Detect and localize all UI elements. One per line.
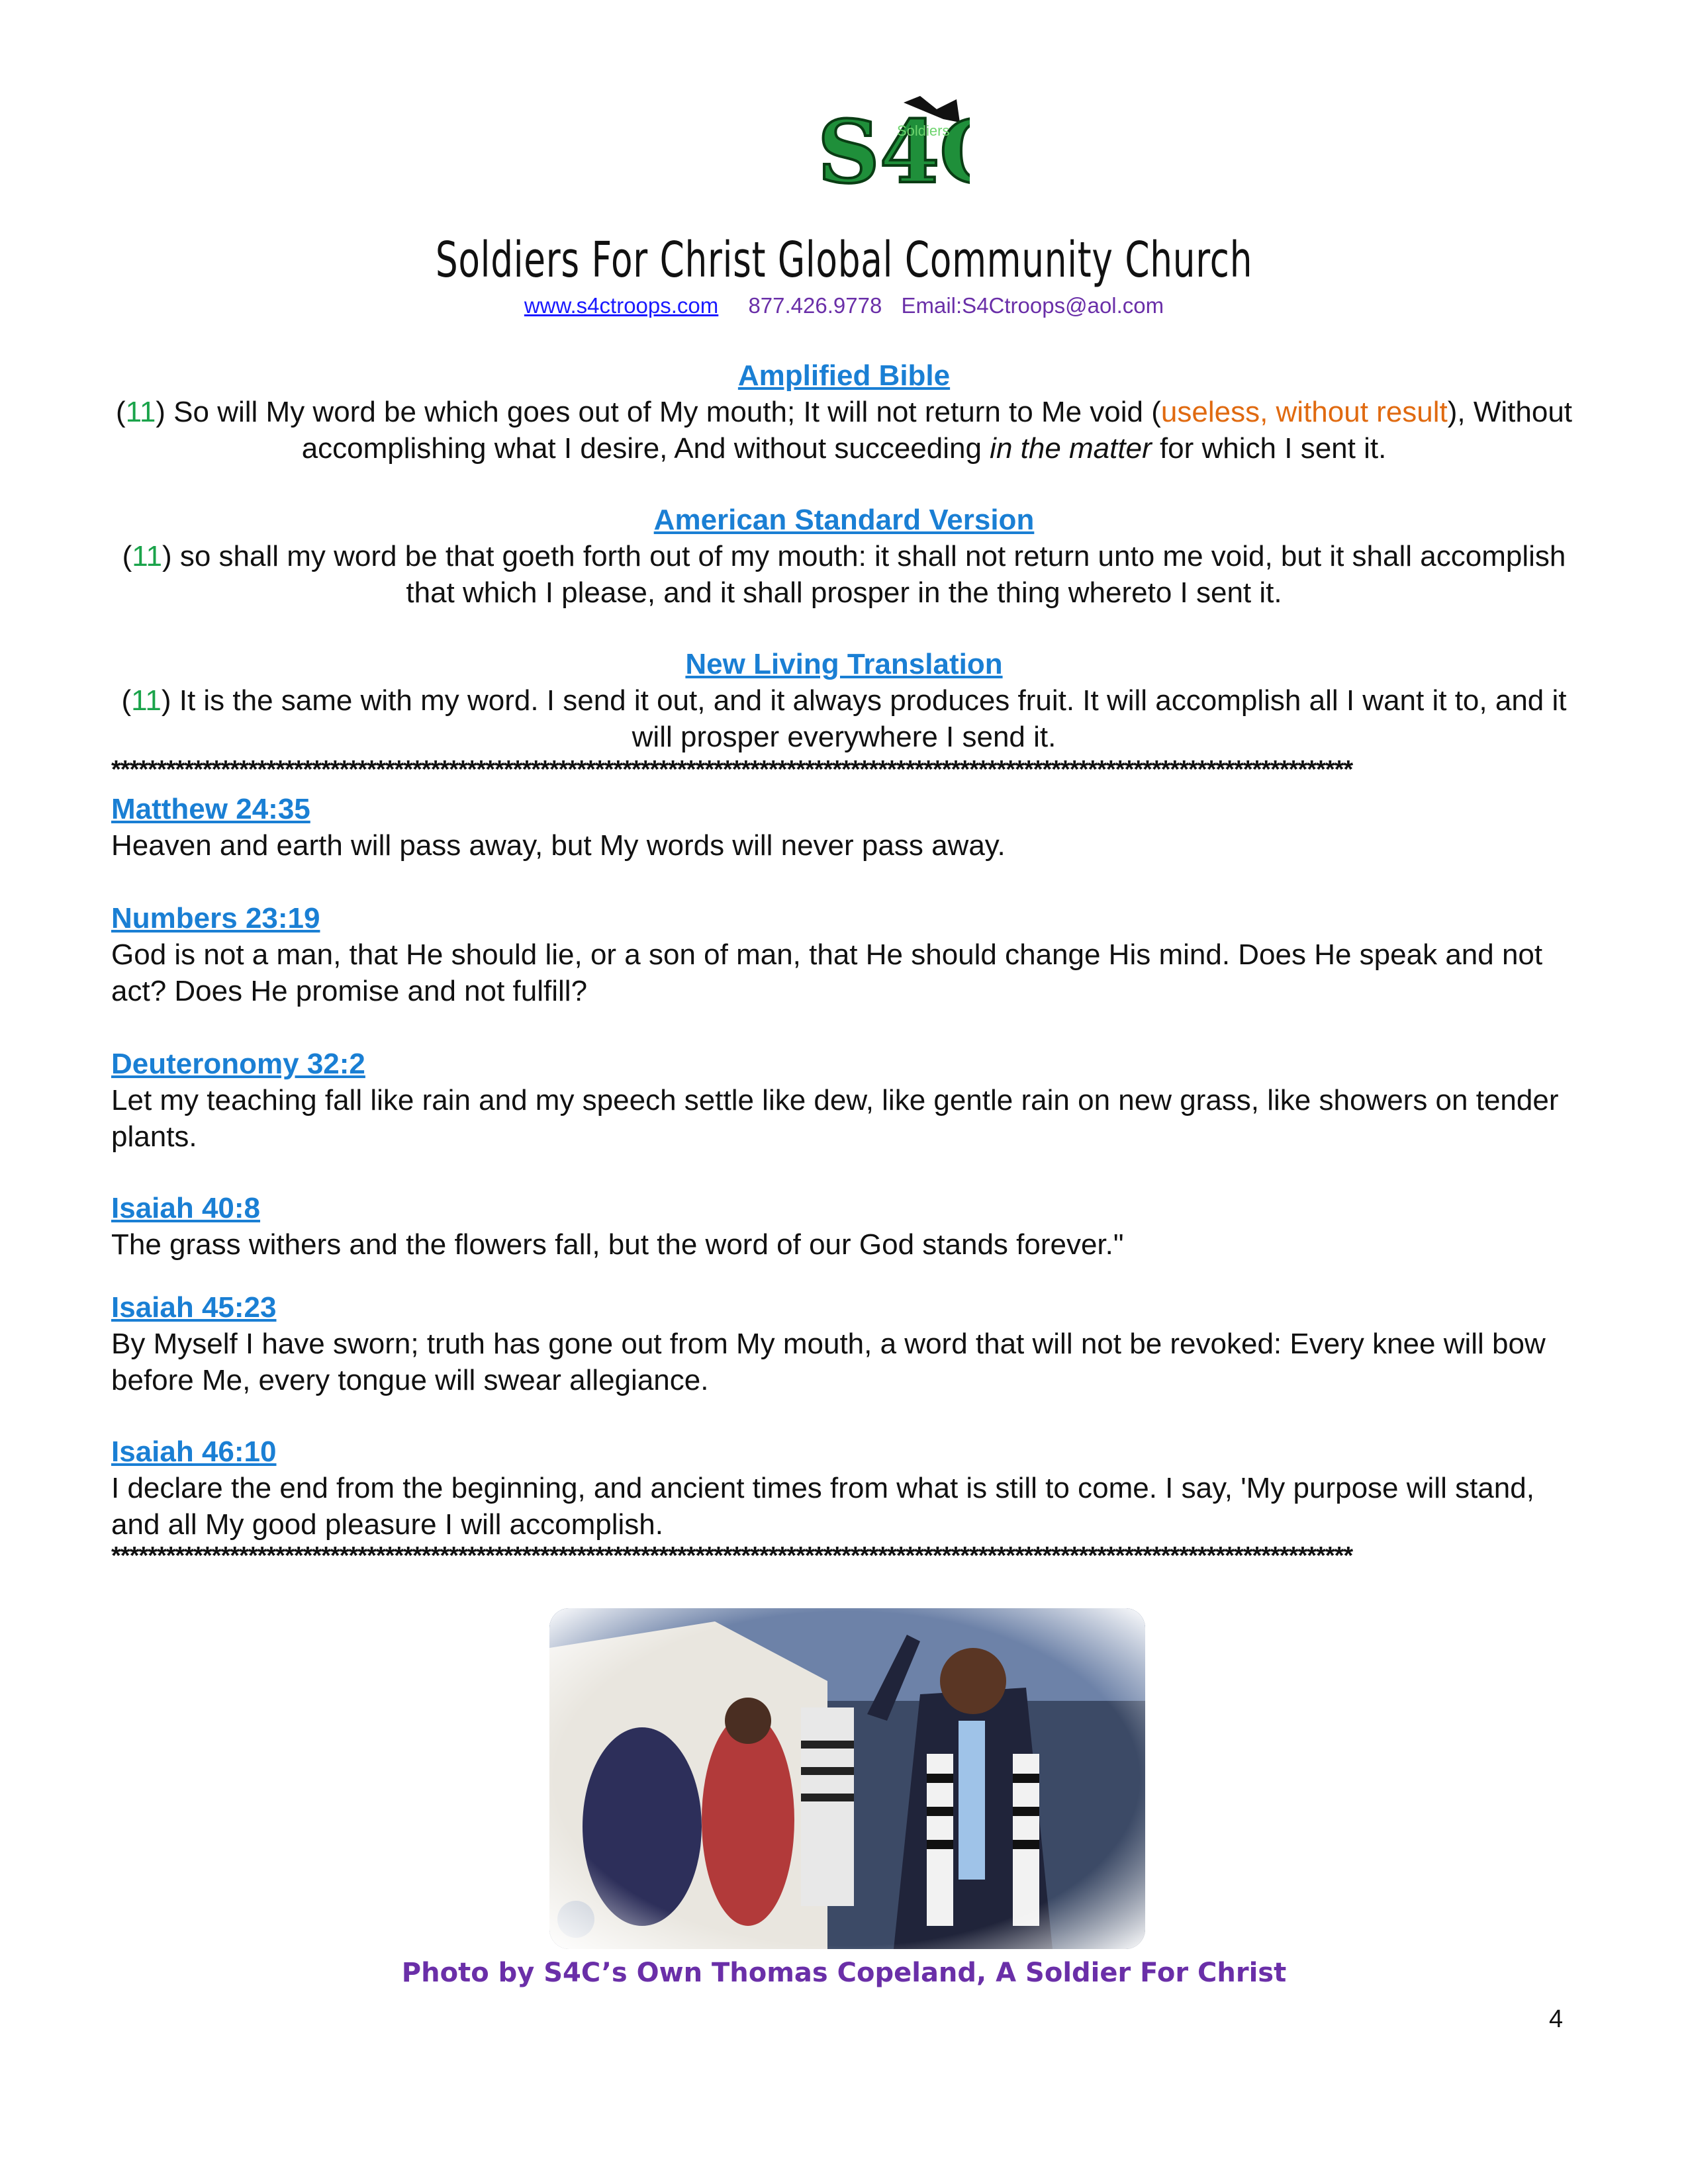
verse-matthew — [111, 791, 1587, 864]
verse-ref-link[interactable]: Isaiah 45:23 — [111, 1291, 277, 1324]
verse-italic: in the matter — [990, 432, 1152, 465]
verse-number: 11 — [132, 540, 162, 572]
verse-isaiah-40 — [111, 1190, 1587, 1263]
verse-numbers — [111, 900, 1587, 1009]
contact-line — [0, 293, 1688, 318]
email-address: Email:S4Ctroops@aol.com — [901, 293, 1164, 318]
verse-ref-link[interactable]: Numbers 23:19 — [111, 902, 320, 934]
verse-body: God is not a man, that He should lie, or a son of man, that He should change His mind. Does He speak and not act? Does He promise and not fulfill? — [111, 938, 1543, 1007]
verse-number: 11 — [131, 684, 162, 717]
verse-highlight: useless, without result — [1160, 396, 1448, 428]
verse-body: The grass withers and the flowers fall, but the word of our God stands forever." — [111, 1228, 1124, 1261]
congregation-photo — [549, 1608, 1145, 1949]
translation-amplified — [113, 357, 1575, 467]
translation-nlt — [113, 646, 1575, 755]
logo-s4c-text: S4 — [818, 101, 940, 203]
verse-text: for which I sent it. — [1151, 432, 1387, 465]
verse-open: ( — [121, 684, 132, 717]
website-link[interactable]: www.s4ctroops.com — [524, 293, 719, 318]
verse-text: so shall my word be that goeth forth out of my mouth: it shall not return unto me void, but it shall accomplish that which I please, and it shall prosper in the thing whereto I sent it. — [171, 540, 1566, 609]
verse-text: It is the same with my word. I send it out, and it always produces fruit. It will accomplish all I want it to, and it will prosper everywhere I send it. — [171, 684, 1567, 753]
verse-ref-link[interactable]: Deuteronomy 32:2 — [111, 1048, 365, 1080]
church-logo — [804, 96, 970, 232]
translation-heading-link[interactable]: New Living Translation — [685, 648, 1003, 680]
verse-body: Let my teaching fall like rain and my speech settle like dew, like gentle rain on new grass, like showers on tender plants. — [111, 1084, 1559, 1153]
verse-close: ) — [156, 396, 165, 428]
verse-close: ) — [162, 540, 172, 572]
verse-ref-link[interactable]: Isaiah 40:8 — [111, 1192, 261, 1224]
verse-text: So will My word be which goes out of My mouth; It will not return to Me void ( — [165, 396, 1161, 428]
logo-subtext: Soldiers — [897, 122, 950, 139]
separator-line: **************************************************************************************************************************************** — [111, 1542, 1353, 1570]
verse-open: ( — [122, 540, 132, 572]
separator-line: **************************************************************************************************************************************** — [111, 756, 1353, 784]
verse-body: By Myself I have sworn; truth has gone out from My mouth, a word that will not be revoked: Every knee will bow before Me, every tongue will swear allegiance. — [111, 1328, 1546, 1396]
verse-body: I declare the end from the beginning, and ancient times from what is still to come. I say, 'My purpose will stand, and all My good pleasure I will accomplish. — [111, 1472, 1534, 1541]
verse-body: Heaven and earth will pass away, but My words will never pass away. — [111, 829, 1006, 862]
photo-caption: Photo by S4C’s Own Thomas Copeland, A Soldier For Christ — [401, 1958, 1287, 1988]
verse-open: ( — [115, 396, 126, 428]
verse-number: 11 — [125, 396, 156, 428]
church-name: Soldiers For Christ Global Community Church — [435, 232, 1253, 289]
translation-asv — [113, 502, 1575, 611]
verse-close: ) — [161, 684, 171, 717]
verse-ref-link[interactable]: Isaiah 46:10 — [111, 1435, 277, 1468]
verse-text: ), Without accomplishing what I desire, And without succeeding — [301, 396, 1573, 465]
page-number: 4 — [1549, 2005, 1564, 2033]
phone-number: 877.426.9778 — [748, 293, 882, 318]
verse-ref-link[interactable]: Matthew 24:35 — [111, 793, 310, 825]
translation-heading-link[interactable]: American Standard Version — [653, 504, 1035, 536]
verse-isaiah-45 — [111, 1289, 1587, 1398]
verse-deuteronomy — [111, 1046, 1587, 1155]
translation-heading-link[interactable]: Amplified Bible — [737, 359, 951, 392]
verse-isaiah-46 — [111, 1433, 1587, 1543]
